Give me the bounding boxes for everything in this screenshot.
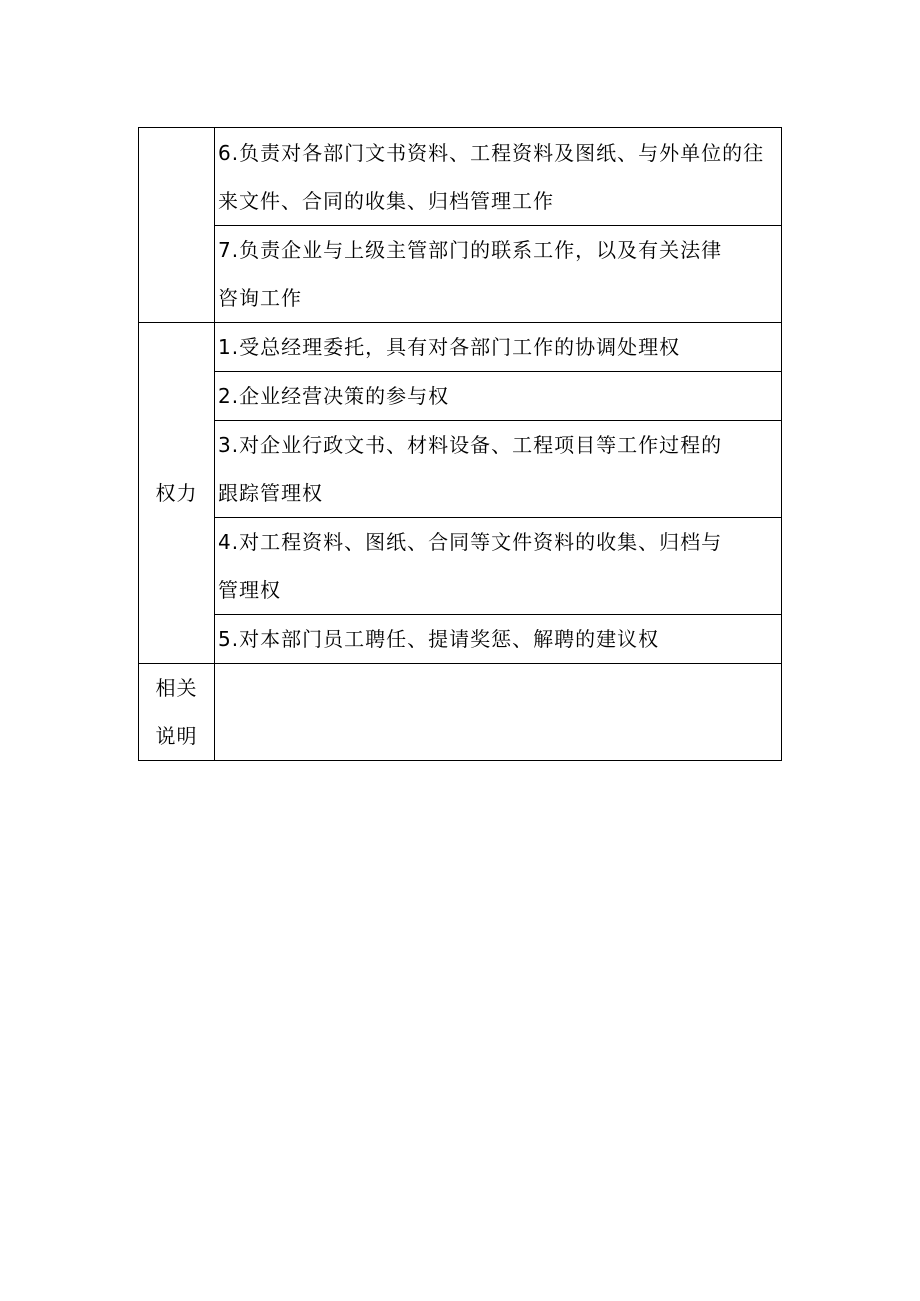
- authority-item-1-line1: 1.受总经理委托，具有对各部门工作的协调处理权: [218, 335, 681, 359]
- authority-label: 权力: [155, 481, 198, 505]
- authority-item-5-line1: 5.对本部门员工聘任、提请奖惩、解聘的建议权: [218, 627, 660, 651]
- authority-item-4: [215, 518, 782, 615]
- notes-content: [215, 664, 782, 761]
- authority-label-cell: [139, 323, 215, 664]
- authority-row-1: [139, 323, 782, 372]
- authority-item-5: [215, 615, 782, 664]
- authority-row-3: [139, 421, 782, 518]
- notes-row: [139, 664, 782, 761]
- duty-row-6: [139, 128, 782, 226]
- duty-item-7: [215, 226, 782, 323]
- notes-label-line2: 说明: [155, 724, 198, 748]
- duty-item-6-line1: 6.负责对各部门文书资料、工程资料及图纸、与外单位的往: [218, 140, 765, 165]
- duty-item-7-line1: 7.负责企业与上级主管部门的联系工作，以及有关法律: [218, 238, 723, 262]
- responsibility-table: [138, 127, 782, 761]
- duty-item-6-line2: 来文件、合同的收集、归档管理工作: [218, 188, 554, 213]
- authority-item-2: [215, 372, 782, 421]
- authority-row-2: [139, 372, 782, 421]
- authority-item-3-line2: 跟踪管理权: [218, 481, 323, 505]
- authority-row-4: [139, 518, 782, 615]
- duty-item-7-line2: 咨询工作: [218, 286, 302, 310]
- duty-row-7: [139, 226, 782, 323]
- duty-item-6: [215, 128, 782, 226]
- authority-item-2-line1: 2.企业经营决策的参与权: [218, 384, 450, 408]
- duties-label-cell: [139, 128, 215, 323]
- authority-item-4-line1: 4.对工程资料、图纸、合同等文件资料的收集、归档与: [218, 530, 723, 554]
- notes-label-line1: 相关: [155, 676, 198, 700]
- authority-item-3-line1: 3.对企业行政文书、材料设备、工程项目等工作过程的: [218, 433, 723, 457]
- authority-item-3: [215, 421, 782, 518]
- authority-item-1: [215, 323, 782, 372]
- authority-item-4-line2: 管理权: [218, 578, 281, 602]
- authority-row-5: [139, 615, 782, 664]
- notes-label-cell: [139, 664, 215, 761]
